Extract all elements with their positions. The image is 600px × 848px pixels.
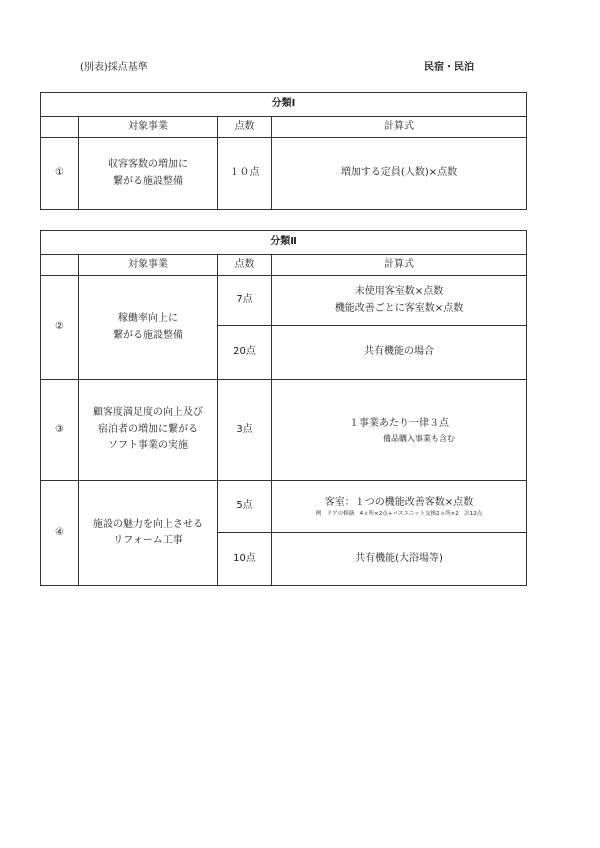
table2-header-target: 対象事業 (79, 255, 218, 276)
formula (272, 481, 527, 533)
table1-title: 分類Ⅰ (41, 93, 527, 117)
scoring-table-1 (40, 92, 527, 210)
table1-header-points: 点数 (218, 117, 272, 138)
table1-header-formula: 計算式 (272, 117, 527, 138)
points: １０点 (218, 138, 272, 210)
table2-title: 分類Ⅱ (41, 231, 527, 255)
formula-line: 機能改善ごとに客室数×点数 (334, 302, 464, 314)
table-row (41, 138, 527, 210)
target-line: 収容客数の増加に (108, 159, 188, 170)
target-line: 顧客度満足度の向上及び (93, 407, 203, 419)
formula-line: １事業あたり一律３点 (349, 418, 450, 430)
target-line: 宿泊者の増加に繋がる (98, 423, 198, 435)
category-label: 民宿・民泊 (424, 62, 474, 73)
table1-header-no (41, 117, 79, 138)
target-project (79, 481, 218, 586)
scoring-table-2 (40, 230, 527, 586)
row-number: ③ (41, 380, 79, 481)
target-line: 繋がる施設整備 (113, 175, 183, 187)
table2-header-no (41, 255, 79, 276)
formula-example: 例 ドアの修繕 4ヵ所×2点+バスユニット交換2ヵ所×2 計12点 (315, 511, 483, 518)
target-project (79, 138, 218, 210)
target-line: ソフト事業の実施 (108, 440, 188, 452)
appendix-label: (別表)採点基準 (80, 62, 148, 73)
row-number: ① (41, 138, 79, 210)
formula-note: 備品購入事業も含む (383, 433, 456, 443)
formula (272, 276, 527, 326)
formula (272, 380, 527, 481)
formula: 増加する定員(人数)×点数 (272, 138, 527, 210)
target-line: リフォーム工事 (113, 535, 183, 546)
target-line: 施設の魅力を向上させる (93, 518, 203, 530)
points: 20点 (218, 326, 272, 380)
points: 7点 (218, 276, 272, 326)
target-project (79, 276, 218, 380)
points: 3点 (218, 380, 272, 481)
target-line: 稼働率向上に (118, 313, 178, 324)
target-line: 繋がる施設整備 (113, 329, 183, 341)
table1-header-target: 対象事業 (79, 117, 218, 138)
table2-header-points: 点数 (218, 255, 272, 276)
formula-line: 客室：１つの機能改善客数×点数 (324, 496, 474, 508)
table-row (41, 380, 527, 481)
points: 5点 (218, 481, 272, 533)
formula: 共有機能の場合 (272, 326, 527, 380)
target-project (79, 380, 218, 481)
row-number: ② (41, 276, 79, 380)
table-row (41, 481, 527, 533)
formula: 共有機能(大浴場等) (272, 533, 527, 586)
row-number: ④ (41, 481, 79, 586)
table-row (41, 276, 527, 326)
points: 10点 (218, 533, 272, 586)
formula-line: 未使用客室数×点数 (354, 286, 444, 297)
table2-header-formula: 計算式 (272, 255, 527, 276)
